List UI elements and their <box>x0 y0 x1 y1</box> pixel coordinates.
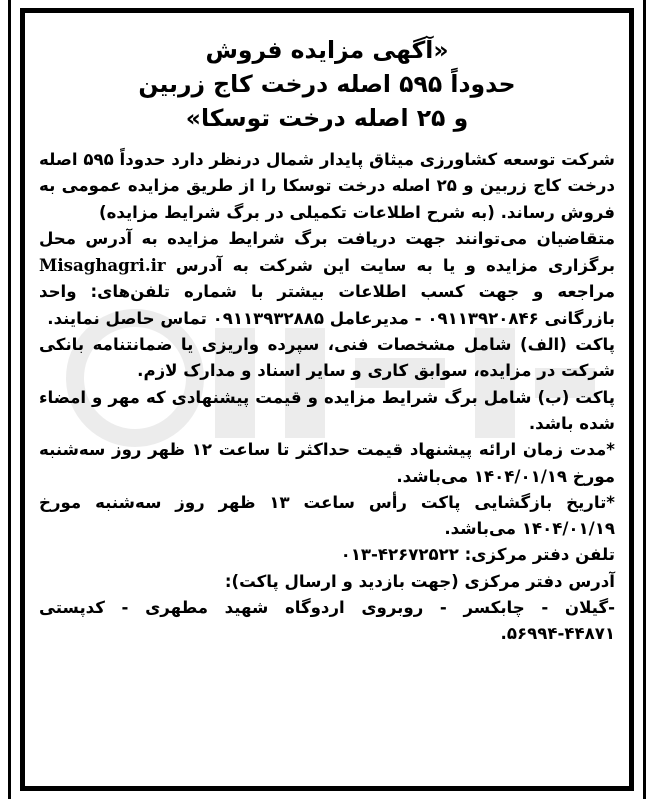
neighbor-column-border-right <box>643 0 651 799</box>
office-address-label: آدرس دفتر مرکزی (جهت بازدید و ارسال پاکت): <box>224 571 615 591</box>
advertisement-content <box>25 13 629 648</box>
envelope-a-paragraph: پاکت (الف) شامل مشخصات فنی، سپرده واریزی یا ضمانتنامه بانکی شرکت در مزایده، سوابق کاری و سایر اسناد و مدارک لازم. <box>39 335 615 381</box>
title-line-3: و ۲۵ اصله درخت توسکا» <box>185 104 469 132</box>
title-line-2: حدوداً ۵۹۵ اصله درخت کاج زربین <box>138 70 516 98</box>
deadline-paragraph: *مدت زمان ارائه پیشنهاد قیمت حداکثر تا ساعت ۱۲ ظهر روز سه‌شنبه مورخ ۱۴۰۴/۰۱/۱۹ می‌باشد. <box>39 440 615 486</box>
office-phone: تلفن دفتر مرکزی: ۴۲۶۷۲۵۲۲-۰۱۳ <box>340 545 615 565</box>
office-address: -گیلان - چابکسر - روبروی اردوگاه شهید مطهری - کدپستی ۴۴۸۷۱-۵۶۹۹۴. <box>39 598 615 644</box>
title-line-1: «آگهی مزایده فروش <box>205 36 449 64</box>
website-link[interactable]: Misaghagri.ir <box>39 255 166 276</box>
envelope-b-paragraph: پاکت (ب) شامل برگ شرایط مزایده و قیمت پیشنهادی که مهر و امضاء شده باشد. <box>39 387 615 433</box>
applicants-text-end: مراجعه و جهت کسب اطلاعات بیشتر با شماره تلفن‌های: واحد بازرگانی ۰۹۱۱۳۹۲۰۸۴۶ - مدیرعامل ۰۹۱۱۳۹۳۲۸۸۵ تماس حاصل نمایند. <box>39 282 615 328</box>
opening-date-paragraph: *تاریخ بازگشایی پاکت رأس ساعت ۱۳ ظهر روز سه‌شنبه مورخ ۱۴۰۴/۰۱/۱۹ می‌باشد. <box>39 492 615 539</box>
neighbor-column-border-left <box>0 0 11 799</box>
advertisement-body <box>39 147 615 648</box>
advertisement-frame <box>20 8 634 791</box>
intro-paragraph: شرکت توسعه کشاورزی میثاق پایدار شمال درنظر دارد حدوداً ۵۹۵ اصله درخت کاج زربین و ۲۵ اصله درخت توسکا را از طریق مزایده عمومی به فروش رساند. (به شرح اطلاعات تکمیلی در برگ شرایط مزایده) <box>39 150 615 222</box>
applicants-paragraph <box>39 226 615 332</box>
applicants-text-start: متقاضیان می‌توانند جهت دریافت برگ شرایط مزایده به آدرس محل برگزاری مزایده و یا به سایت این شرکت به آدرس <box>39 228 615 276</box>
